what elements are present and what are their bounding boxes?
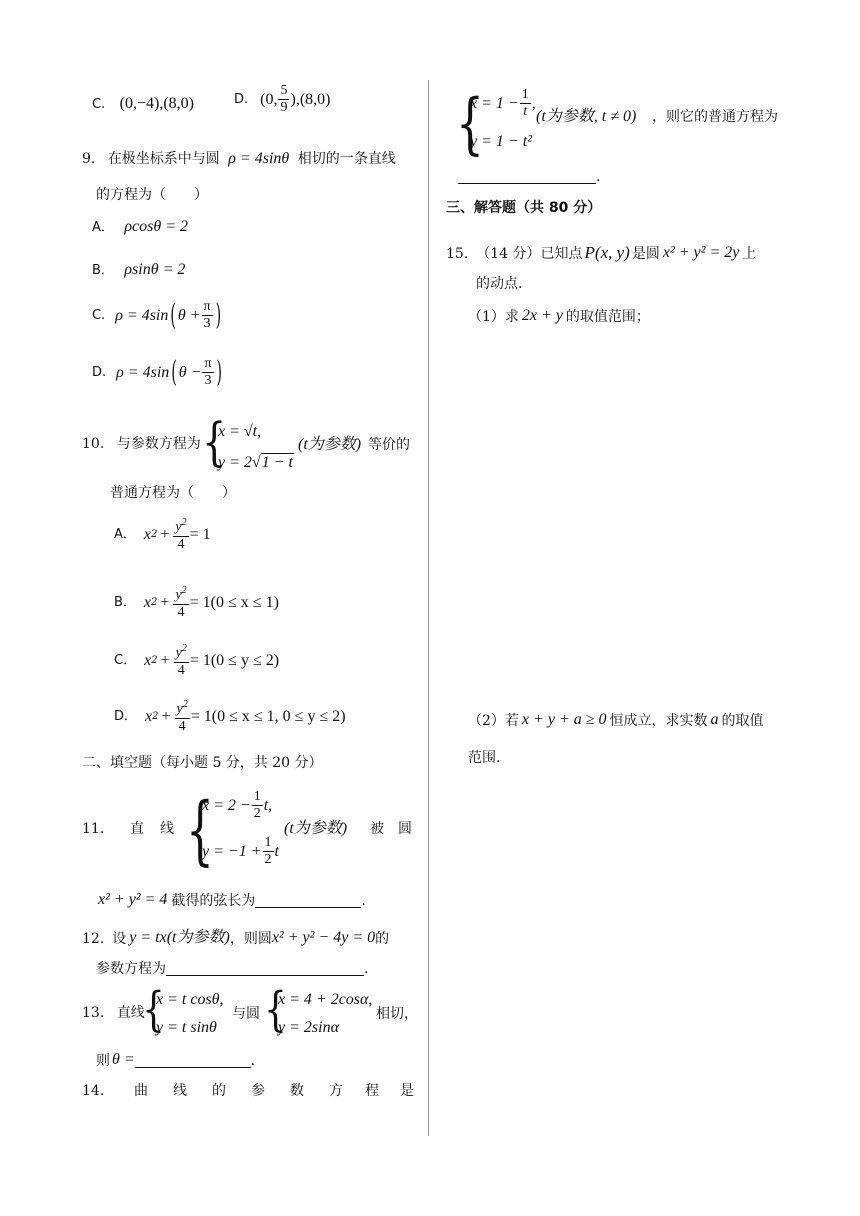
q13-line-eq1: x = t cosθ, bbox=[156, 991, 224, 1008]
frac-den: 3 bbox=[204, 373, 212, 388]
frac-num bbox=[174, 644, 189, 663]
option-label: A． bbox=[92, 220, 114, 235]
option-label: B． bbox=[92, 263, 114, 278]
question-number: 11. bbox=[82, 821, 105, 837]
q14-word: 数 bbox=[290, 1083, 304, 1099]
frac-num: 1 bbox=[521, 87, 529, 102]
frac-num: 1 bbox=[253, 789, 261, 804]
fraction bbox=[174, 644, 189, 678]
q15-text: 恒成立，求实数 bbox=[609, 713, 708, 729]
period: . bbox=[364, 961, 369, 977]
option-math: = 1 bbox=[189, 525, 211, 543]
q10-option-c bbox=[114, 644, 279, 678]
q13-line-eq2: y = t sinθ bbox=[156, 1019, 217, 1036]
eq-part: , bbox=[531, 94, 536, 112]
option-math: ρcosθ = 2 bbox=[124, 218, 189, 235]
q14-word: 的 bbox=[212, 1083, 226, 1099]
q9-option-c bbox=[92, 300, 223, 331]
q13-text: 直线 bbox=[116, 1005, 145, 1021]
q15-text: 是圆 bbox=[631, 246, 660, 262]
question-number: 15. bbox=[446, 246, 469, 262]
math-op: + bbox=[160, 593, 170, 611]
q10-eq2 bbox=[218, 455, 294, 471]
question-number: 9. bbox=[82, 151, 96, 167]
option-math: = 1(0 ≤ x ≤ 1) bbox=[189, 593, 279, 611]
q11-word: 直 bbox=[130, 821, 144, 837]
q14-word: 方 bbox=[329, 1083, 343, 1099]
q15-math: 2x + y bbox=[521, 307, 563, 324]
q14-word: 线 bbox=[173, 1083, 187, 1099]
answer-blank[interactable] bbox=[135, 1055, 251, 1068]
math-var: y bbox=[175, 587, 182, 603]
option-math: ρsinθ = 2 bbox=[124, 261, 186, 278]
math-op: + bbox=[161, 707, 171, 725]
q15-text: 的取值 bbox=[721, 713, 764, 729]
q10-param: (t为参数) bbox=[298, 436, 362, 453]
answer-blank[interactable] bbox=[255, 895, 361, 908]
answer-blank[interactable] bbox=[458, 171, 596, 184]
question-number: 12. bbox=[82, 931, 105, 947]
superscript: 2 bbox=[151, 654, 158, 666]
math-var: y bbox=[176, 701, 183, 717]
q11-line2 bbox=[98, 892, 366, 908]
frac-num bbox=[173, 586, 188, 605]
section-3-heading: 三、解答题（共 80 分） bbox=[446, 200, 602, 216]
q14-text: ，则它的普通方程为 bbox=[652, 109, 778, 125]
sqrt-sign: √ bbox=[251, 454, 261, 471]
option-label: D． bbox=[114, 709, 138, 725]
q14-word: 程 bbox=[365, 1083, 379, 1099]
eq-part: x = 2 − bbox=[202, 796, 251, 814]
q12-math: x² + y² − 4y = 0 bbox=[271, 929, 376, 946]
option-label: D. bbox=[234, 92, 249, 107]
period: . bbox=[596, 169, 601, 185]
fraction bbox=[173, 586, 188, 620]
q14-param: (t为参数, t ≠ 0) bbox=[536, 108, 637, 125]
q9-math: ρ = 4sinθ bbox=[228, 150, 290, 167]
q12-text: 参数方程为 bbox=[96, 961, 166, 977]
q13-circle-eq1: x = 4 + 2cosα, bbox=[278, 991, 373, 1008]
q14-word: 曲 bbox=[134, 1083, 148, 1099]
option-math: ρ = 4sin bbox=[115, 306, 169, 324]
q15-text: （1）求 bbox=[468, 309, 519, 325]
q11-eq1 bbox=[202, 790, 272, 821]
frac-den: 2 bbox=[264, 852, 272, 867]
brace: { bbox=[186, 788, 214, 875]
right-paren: ) bbox=[215, 298, 222, 333]
q9-option-a bbox=[92, 219, 188, 235]
brace: { bbox=[456, 86, 484, 163]
frac-den: 4 bbox=[177, 662, 185, 678]
option-label: C． bbox=[114, 653, 137, 669]
q13-math: θ = bbox=[112, 1051, 135, 1068]
q10-stem-line2: 普通方程为（ ） bbox=[110, 485, 236, 501]
q11-word: 圆 bbox=[398, 821, 412, 837]
q9-text: 相切的一条直线 bbox=[297, 151, 396, 167]
math-var: x bbox=[144, 651, 152, 669]
q14-answer-line bbox=[458, 170, 600, 184]
column-divider bbox=[428, 80, 429, 1136]
q15-text: 的取值范围； bbox=[565, 309, 650, 325]
q11-text: 截得的弦长为 bbox=[171, 893, 256, 909]
frac-num: π bbox=[203, 299, 211, 314]
q9-stem-line2: 的方程为（ ） bbox=[96, 187, 208, 203]
q8-option-d bbox=[234, 84, 330, 115]
period: . bbox=[250, 1053, 256, 1069]
sqrt-body: 1 − t bbox=[261, 454, 293, 471]
frac-den: t bbox=[523, 104, 528, 119]
answer-blank[interactable] bbox=[166, 963, 364, 976]
q15-stem bbox=[446, 244, 756, 261]
frac-num bbox=[175, 700, 190, 719]
q10-option-b bbox=[114, 586, 279, 620]
q14-eq2: y = 1 − t² bbox=[470, 133, 532, 150]
q15-math: x² + y² = 2y bbox=[662, 244, 740, 261]
option-math: = 1(0 ≤ x ≤ 1, 0 ≤ y ≤ 2) bbox=[190, 707, 346, 725]
fraction bbox=[520, 88, 531, 119]
fraction bbox=[252, 790, 263, 821]
q15-part2-line2: 范围. bbox=[468, 750, 501, 766]
frac-num: 1 bbox=[264, 835, 272, 850]
frac-den: 4 bbox=[177, 604, 185, 620]
q10-eq1: x = √t, bbox=[218, 423, 262, 440]
superscript: 2 bbox=[151, 528, 158, 540]
superscript: 2 bbox=[152, 710, 159, 722]
frac-num: 5 bbox=[280, 83, 288, 98]
superscript: 2 bbox=[181, 643, 187, 654]
q11-word: 线 bbox=[160, 821, 174, 837]
left-paren: ( bbox=[171, 355, 177, 390]
math-var: y bbox=[175, 645, 182, 661]
frac-den: 4 bbox=[178, 718, 186, 734]
q11-param: (t为参数) bbox=[284, 820, 348, 837]
math-var: x bbox=[143, 593, 152, 611]
q10-option-a bbox=[114, 518, 211, 552]
option-math: θ − bbox=[178, 363, 202, 381]
option-d-math-pre: (0, bbox=[260, 90, 278, 108]
frac-den: 4 bbox=[177, 536, 185, 552]
q15-part2 bbox=[468, 712, 764, 728]
q11-eq2 bbox=[202, 836, 279, 867]
frac-den: 3 bbox=[203, 316, 211, 331]
superscript: 2 bbox=[182, 699, 188, 710]
q15-math: a bbox=[710, 711, 719, 728]
q9-text: 在极坐标系中与圆 bbox=[107, 151, 220, 167]
q14-word: 参 bbox=[251, 1083, 265, 1099]
fraction bbox=[173, 518, 188, 552]
q8-option-c bbox=[92, 96, 194, 112]
superscript: 2 bbox=[181, 517, 187, 528]
math-var: y bbox=[175, 519, 182, 535]
q12-math: y = tx(t为参数) bbox=[129, 929, 230, 946]
q9-option-d bbox=[92, 357, 224, 388]
q12-stem bbox=[82, 930, 389, 946]
q12-line2 bbox=[96, 962, 368, 976]
q14-eq1 bbox=[470, 88, 536, 119]
right-paren: ) bbox=[216, 355, 222, 390]
eq-part: t, bbox=[263, 796, 273, 814]
q14-word: 是 bbox=[400, 1083, 414, 1099]
question-number: 10. bbox=[82, 436, 105, 452]
brace: { bbox=[142, 984, 165, 1038]
frac-den: 9 bbox=[280, 100, 288, 115]
q10-option-d bbox=[114, 700, 346, 734]
superscript: 2 bbox=[151, 596, 158, 608]
q15-stem-line2: 的动点. bbox=[476, 276, 523, 292]
option-label: B． bbox=[114, 595, 136, 611]
eq-part: x = 1 − bbox=[470, 94, 519, 112]
q10-text: 与参数方程为 bbox=[116, 436, 201, 452]
math-op: + bbox=[160, 651, 170, 669]
q9-option-b bbox=[92, 262, 185, 278]
superscript: 2 bbox=[181, 585, 187, 596]
fraction bbox=[278, 84, 289, 115]
q15-text: （14 分）已知点 bbox=[476, 246, 583, 262]
q12-text: 的 bbox=[375, 931, 390, 947]
q13-circle-eq2: y = 2sinα bbox=[278, 1019, 339, 1036]
math-op: + bbox=[160, 525, 170, 543]
fraction bbox=[202, 300, 213, 331]
eq-part: y = 2 bbox=[218, 454, 252, 471]
math-var: x bbox=[145, 707, 153, 725]
q9-stem bbox=[82, 151, 396, 167]
option-math: θ + bbox=[177, 306, 201, 324]
option-label: A． bbox=[114, 527, 136, 543]
math-var: x bbox=[143, 525, 152, 543]
question-number: 14. bbox=[82, 1083, 105, 1099]
q13-text: 则 bbox=[96, 1053, 110, 1069]
q13-text: 与圆 bbox=[232, 1006, 260, 1022]
period: . bbox=[361, 893, 366, 909]
brace: { bbox=[202, 412, 227, 472]
q11-math: x² + y² = 4 bbox=[98, 891, 168, 908]
q12-text: 设 bbox=[112, 931, 127, 947]
q12-text: ，则圆 bbox=[229, 931, 272, 947]
q10-stem-start bbox=[82, 437, 201, 451]
option-math: = 1(0 ≤ y ≤ 2) bbox=[189, 651, 280, 669]
eq-part: y = −1 + bbox=[202, 842, 262, 860]
fraction bbox=[175, 700, 190, 734]
q13-line2 bbox=[96, 1052, 255, 1068]
fraction bbox=[202, 357, 213, 388]
fraction bbox=[263, 836, 274, 867]
frac-num: π bbox=[204, 356, 212, 371]
eq-part: t bbox=[274, 842, 279, 860]
q11-word: 被 bbox=[370, 821, 384, 837]
option-label: C. bbox=[92, 308, 106, 323]
option-label: D. bbox=[92, 365, 107, 380]
q15-math: x + y + a ≥ 0 bbox=[521, 711, 607, 728]
option-label: C. bbox=[92, 97, 106, 112]
option-d-math-post: ),(8,0) bbox=[290, 90, 331, 108]
q15-text: （2）若 bbox=[468, 713, 519, 729]
section-2-heading: 二、填空题（每小题 5 分，共 20 分） bbox=[82, 755, 323, 771]
option-math: ρ = 4sin bbox=[116, 363, 170, 381]
option-c-math: (0,−4),(8,0) bbox=[119, 95, 195, 112]
question-number: 13. bbox=[82, 1005, 105, 1021]
frac-num bbox=[173, 518, 188, 537]
brace: { bbox=[264, 984, 287, 1038]
left-paren: ( bbox=[170, 298, 176, 333]
q15-math: P(x, y) bbox=[584, 243, 630, 262]
q13-text: 相切， bbox=[376, 1006, 418, 1022]
q15-text: 上 bbox=[742, 246, 757, 262]
q10-text: 等价的 bbox=[368, 437, 410, 453]
q13-stem-start bbox=[82, 1006, 145, 1020]
frac-den: 2 bbox=[253, 806, 261, 821]
q15-part1 bbox=[468, 308, 650, 324]
